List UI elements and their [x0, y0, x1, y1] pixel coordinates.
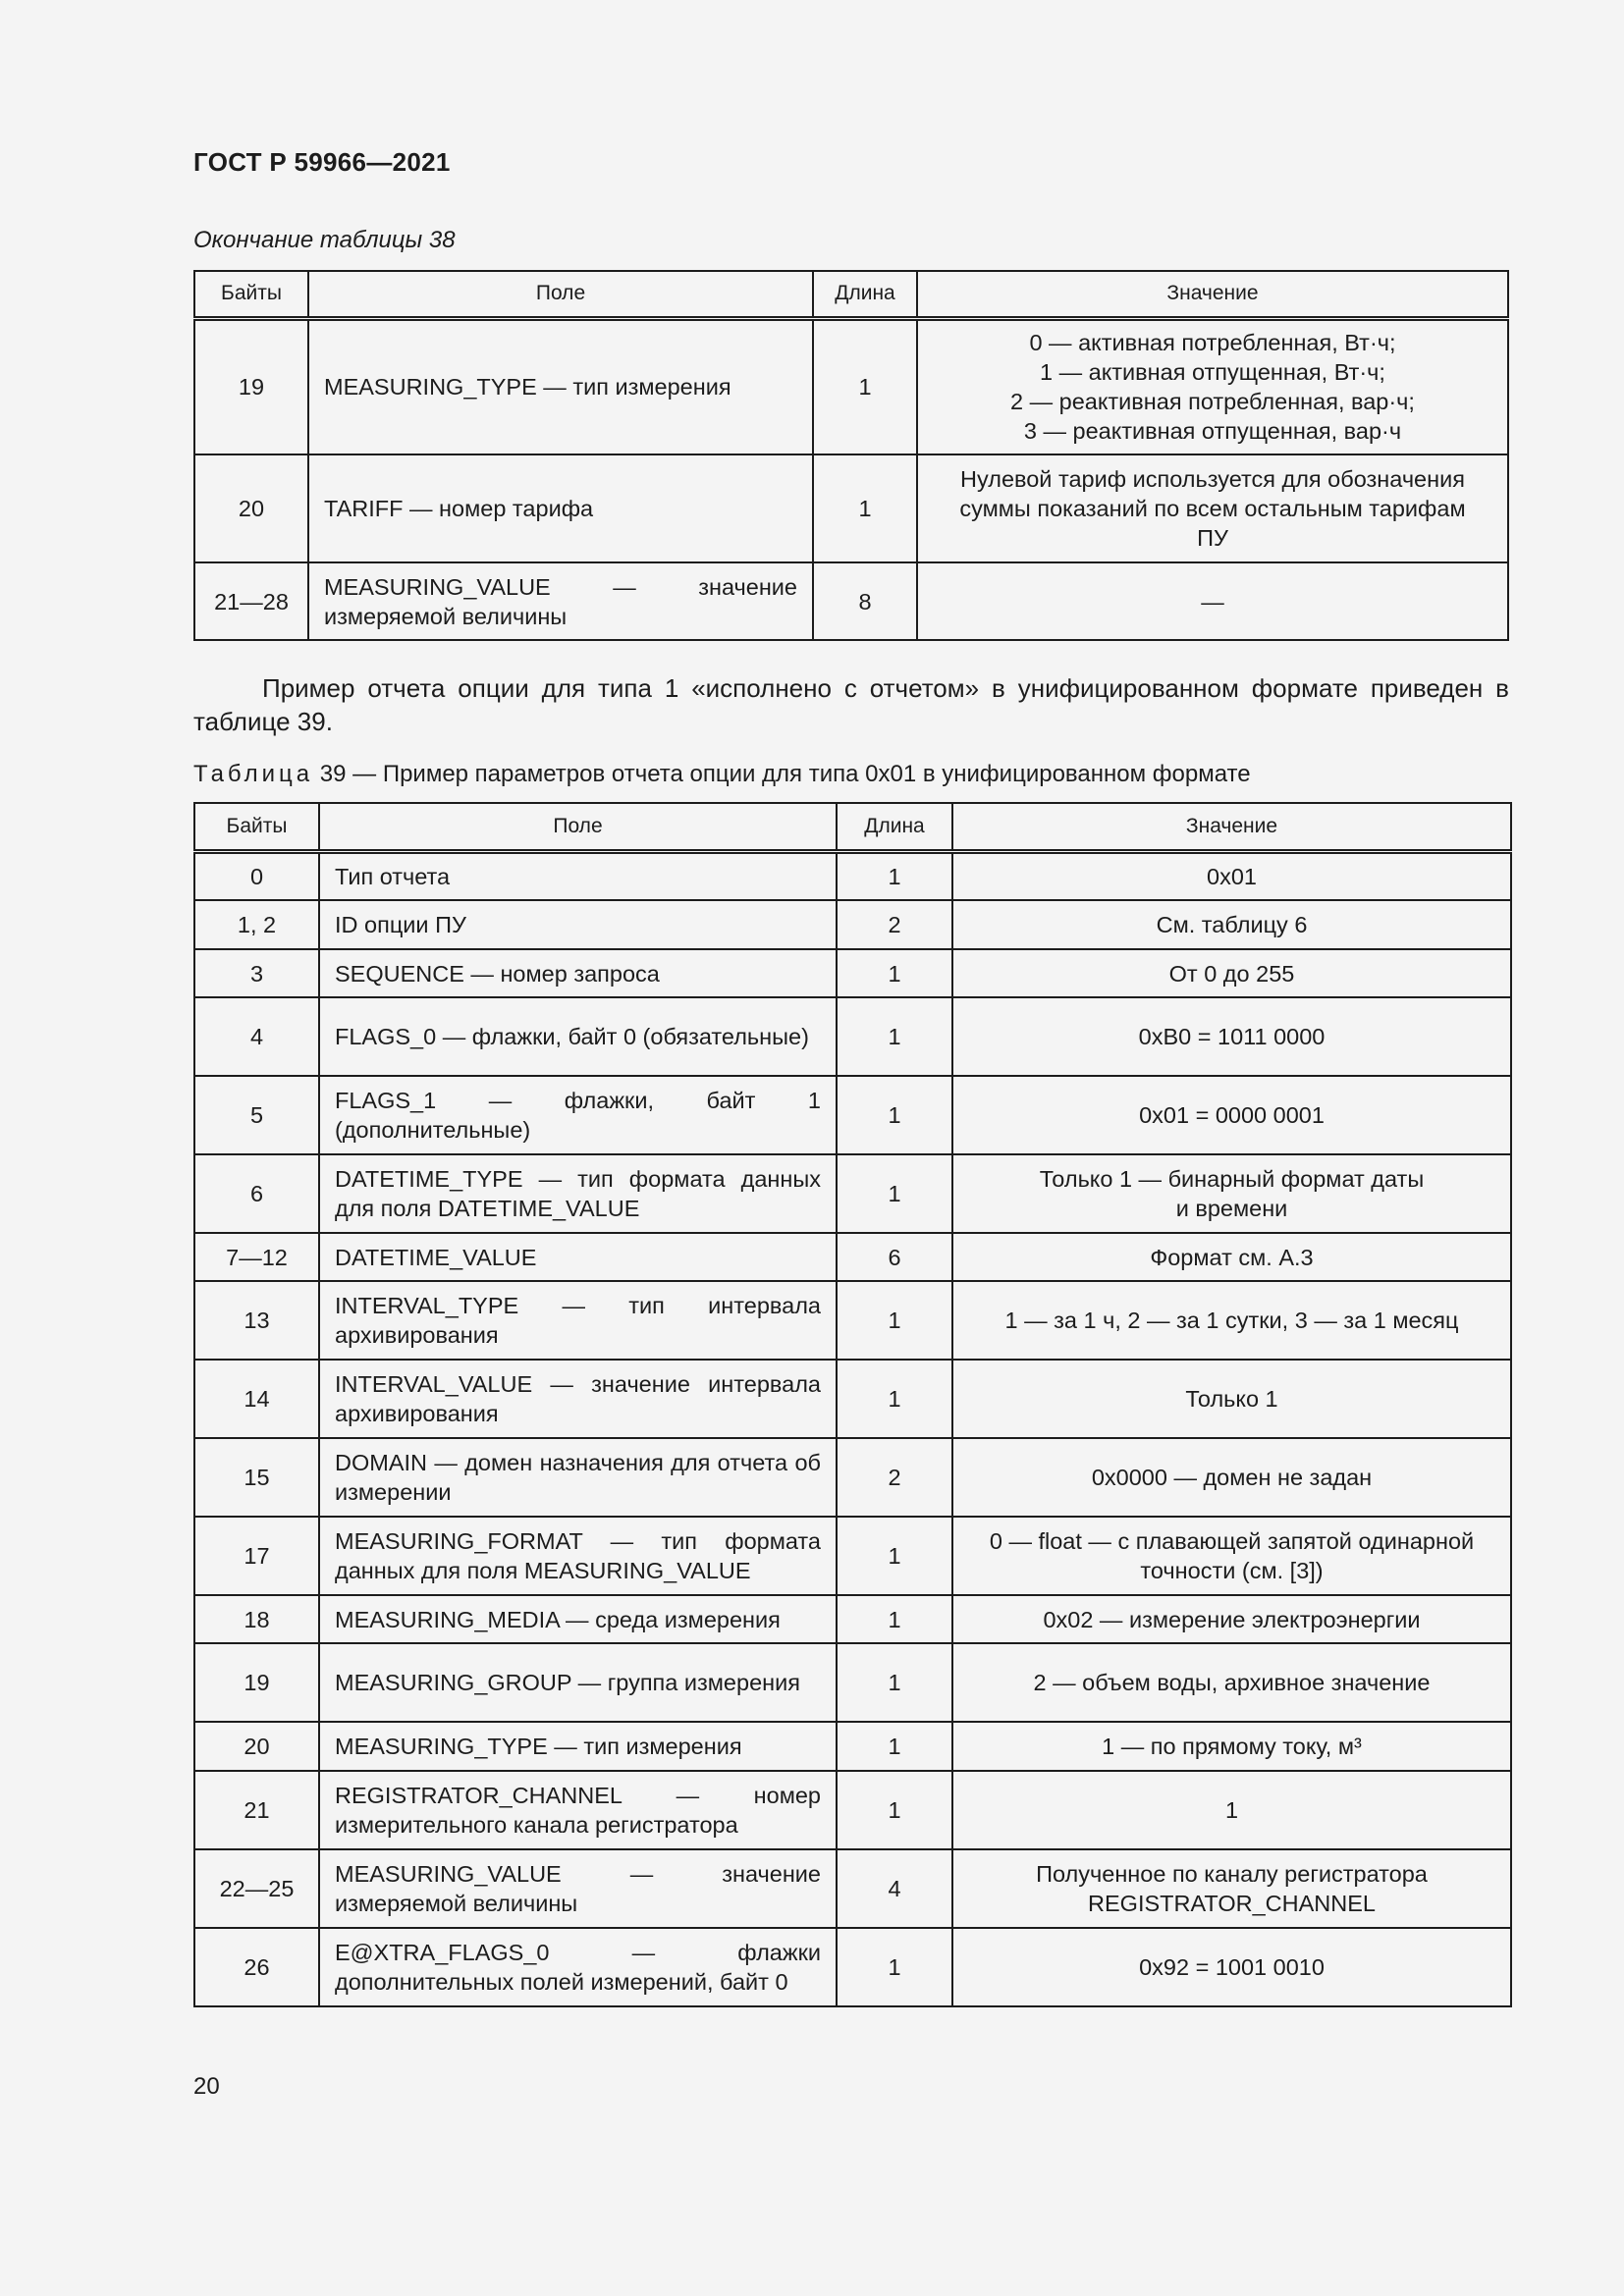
table-caption-prefix: Таблица	[193, 761, 314, 787]
cell-length: 1	[837, 1360, 952, 1438]
cell-value	[952, 1233, 1511, 1281]
page-number: 20	[193, 2073, 220, 2100]
value-line: —	[1201, 588, 1224, 614]
cell-length: 6	[837, 1233, 952, 1281]
cell-field: INTERVAL_VALUE — значение интервала архивирования	[319, 1360, 837, 1438]
table-row	[194, 318, 1508, 454]
column-header-length: Длина	[813, 271, 917, 318]
cell-value	[952, 1928, 1511, 2006]
column-header-value: Значение	[917, 271, 1508, 318]
cell-value	[952, 1076, 1511, 1154]
cell-length: 1	[837, 1076, 952, 1154]
cell-length: 1	[837, 851, 952, 900]
cell-field: Тип отчета	[319, 851, 837, 900]
cell-length: 1	[837, 997, 952, 1076]
table-row	[194, 562, 1508, 640]
cell-field: ID опции ПУ	[319, 900, 837, 949]
table-row	[194, 1233, 1511, 1281]
table-row	[194, 1928, 1511, 2006]
column-header-bytes: Байты	[194, 271, 308, 318]
value-line: 0x01 = 0000 0001	[1139, 1102, 1325, 1128]
value-line: 2 — реактивная потребленная, вар·ч;	[1010, 389, 1415, 415]
table-row	[194, 1771, 1511, 1849]
table-38	[193, 270, 1509, 641]
cell-value	[952, 997, 1511, 1076]
cell-value	[952, 1643, 1511, 1722]
cell-field: DATETIME_VALUE	[319, 1233, 837, 1281]
value-line: точности (см. [3])	[1140, 1558, 1324, 1583]
cell-bytes: 6	[194, 1154, 319, 1233]
value-line: Формат см. А.3	[1150, 1244, 1314, 1270]
cell-length: 1	[837, 1722, 952, 1771]
table-row	[194, 1438, 1511, 1517]
cell-length: 2	[837, 900, 952, 949]
table-header-row	[194, 271, 1508, 318]
cell-value	[952, 1849, 1511, 1928]
table-row	[194, 949, 1511, 997]
table-row	[194, 1595, 1511, 1643]
cell-bytes: 22—25	[194, 1849, 319, 1928]
cell-bytes: 20	[194, 454, 308, 562]
table-row	[194, 1722, 1511, 1771]
value-line: 0 — float — с плавающей запятой одинарной	[989, 1528, 1475, 1554]
value-line: REGISTRATOR_CHANNEL	[1088, 1891, 1376, 1916]
table-row	[194, 1643, 1511, 1722]
value-line: ПУ	[1197, 525, 1228, 551]
table-row	[194, 1076, 1511, 1154]
column-header-length: Длина	[837, 803, 952, 851]
cell-bytes: 14	[194, 1360, 319, 1438]
cell-bytes: 19	[194, 318, 308, 454]
cell-field: TARIFF — номер тарифа	[308, 454, 813, 562]
value-line: См. таблицу 6	[1156, 912, 1308, 937]
cell-value	[952, 1722, 1511, 1771]
cell-value	[952, 900, 1511, 949]
cell-length: 1	[837, 1771, 952, 1849]
table-row	[194, 1849, 1511, 1928]
value-line: 0x92 = 1001 0010	[1139, 1954, 1325, 1980]
value-line: Полученное по каналу регистратора	[1036, 1861, 1428, 1887]
cell-length: 1	[837, 1643, 952, 1722]
cell-field: MEASURING_VALUE — значение измеряемой величины	[308, 562, 813, 640]
cell-length: 1	[813, 454, 917, 562]
value-line: 1 — активная отпущенная, Вт·ч;	[1040, 359, 1385, 386]
body-paragraph: Пример отчета опции для типа 1 «исполнено с отчетом» в унифицированном формате приведен в таблице 39.	[193, 673, 1509, 736]
cell-field: FLAGS_0 — флажки, байт 0 (обязательные)	[319, 997, 837, 1076]
table-row	[194, 900, 1511, 949]
cell-length: 1	[837, 1595, 952, 1643]
cell-field: MEASURING_GROUP — группа измерения	[319, 1643, 837, 1722]
cell-bytes: 3	[194, 949, 319, 997]
value-line: 1	[1224, 1797, 1239, 1823]
cell-bytes: 15	[194, 1438, 319, 1517]
value-line: 3 — реактивная отпущенная, вар·ч	[1023, 418, 1402, 445]
table-row	[194, 851, 1511, 900]
cell-field: MEASURING_MEDIA — среда измерения	[319, 1595, 837, 1643]
cell-field: FLAGS_1 — флажки, байт 1 (дополнительные)	[319, 1076, 837, 1154]
value-line: 1 — за 1 ч, 2 — за 1 сутки, 3 — за 1 месяц	[1004, 1308, 1459, 1333]
cell-bytes: 17	[194, 1517, 319, 1595]
cell-value	[952, 1438, 1511, 1517]
cell-bytes: 21—28	[194, 562, 308, 640]
cell-length: 1	[837, 1281, 952, 1360]
cell-field: E@XTRA_FLAGS_0 — флажки дополнительных полей измерений, байт 0	[319, 1928, 837, 2006]
table-39	[193, 802, 1512, 2007]
cell-field: MEASURING_VALUE — значение измеряемой величины	[319, 1849, 837, 1928]
table-row	[194, 1281, 1511, 1360]
cell-length: 1	[813, 318, 917, 454]
cell-bytes: 0	[194, 851, 319, 900]
value-line: 1 — по прямому току, м³	[1102, 1734, 1362, 1759]
cell-field: MEASURING_TYPE — тип измерения	[308, 318, 813, 454]
cell-bytes: 18	[194, 1595, 319, 1643]
cell-field: INTERVAL_TYPE — тип интервала архивирования	[319, 1281, 837, 1360]
cell-bytes: 21	[194, 1771, 319, 1849]
table-row	[194, 1360, 1511, 1438]
cell-value	[917, 562, 1508, 640]
column-header-bytes: Байты	[194, 803, 319, 851]
value-line: и времени	[1175, 1196, 1288, 1221]
table-row	[194, 1517, 1511, 1595]
column-header-value: Значение	[952, 803, 1511, 851]
cell-value	[917, 454, 1508, 562]
cell-length: 1	[837, 1517, 952, 1595]
table-row	[194, 997, 1511, 1076]
cell-length: 1	[837, 949, 952, 997]
cell-field: SEQUENCE — номер запроса	[319, 949, 837, 997]
cell-value	[952, 1771, 1511, 1849]
cell-length: 8	[813, 562, 917, 640]
cell-value	[952, 1595, 1511, 1643]
cell-bytes: 4	[194, 997, 319, 1076]
value-line: 0x01	[1207, 863, 1257, 889]
cell-length: 1	[837, 1928, 952, 2006]
cell-length: 1	[837, 1154, 952, 1233]
cell-bytes: 20	[194, 1722, 319, 1771]
cell-bytes: 1, 2	[194, 900, 319, 949]
cell-value	[952, 949, 1511, 997]
value-line: Только 1	[1185, 1386, 1278, 1412]
column-header-field: Поле	[319, 803, 837, 851]
value-line: 0 — активная потребленная, Вт·ч;	[1029, 330, 1396, 356]
cell-bytes: 5	[194, 1076, 319, 1154]
value-line: 2 — объем воды, архивное значение	[1033, 1670, 1431, 1695]
cell-bytes: 7—12	[194, 1233, 319, 1281]
cell-value	[952, 1360, 1511, 1438]
value-line: Нулевой тариф используется для обозначения	[960, 466, 1465, 492]
column-header-field: Поле	[308, 271, 813, 318]
value-line: 0xB0 = 1011 0000	[1138, 1024, 1326, 1049]
cell-length: 2	[837, 1438, 952, 1517]
table-row	[194, 454, 1508, 562]
cell-value	[952, 851, 1511, 900]
cell-value	[952, 1281, 1511, 1360]
cell-bytes: 19	[194, 1643, 319, 1722]
table-caption-title: 39 — Пример параметров отчета опции для типа 0x01 в унифицированном формате	[319, 761, 1251, 787]
cell-bytes: 13	[194, 1281, 319, 1360]
cell-value	[952, 1154, 1511, 1233]
cell-field: REGISTRATOR_CHANNEL — номер измерительного канала регистратора	[319, 1771, 837, 1849]
cell-field: DOMAIN — домен назначения для отчета об измерении	[319, 1438, 837, 1517]
value-line: Только 1 — бинарный формат даты	[1039, 1166, 1425, 1192]
value-line: 0x02 — измерение электроэнергии	[1043, 1606, 1421, 1632]
cell-field: DATETIME_TYPE — тип формата данных для поля DATETIME_VALUE	[319, 1154, 837, 1233]
value-line: От 0 до 255	[1168, 960, 1295, 987]
table-row	[194, 1154, 1511, 1233]
document-id-header: ГОСТ Р 59966—2021	[193, 147, 451, 177]
cell-length: 4	[837, 1849, 952, 1928]
cell-bytes: 26	[194, 1928, 319, 2006]
value-line: 0x0000 — домен не задан	[1091, 1465, 1373, 1490]
cell-field: MEASURING_FORMAT — тип формата данных для поля MEASURING_VALUE	[319, 1517, 837, 1595]
cell-value	[917, 318, 1508, 454]
table-39-caption	[193, 761, 1251, 788]
value-line: суммы показаний по всем остальным тарифам	[959, 496, 1466, 521]
table-header-row	[194, 803, 1511, 851]
cell-field: MEASURING_TYPE — тип измерения	[319, 1722, 837, 1771]
table-38-continuation-caption: Окончание таблицы 38	[193, 227, 456, 253]
cell-value	[952, 1517, 1511, 1595]
